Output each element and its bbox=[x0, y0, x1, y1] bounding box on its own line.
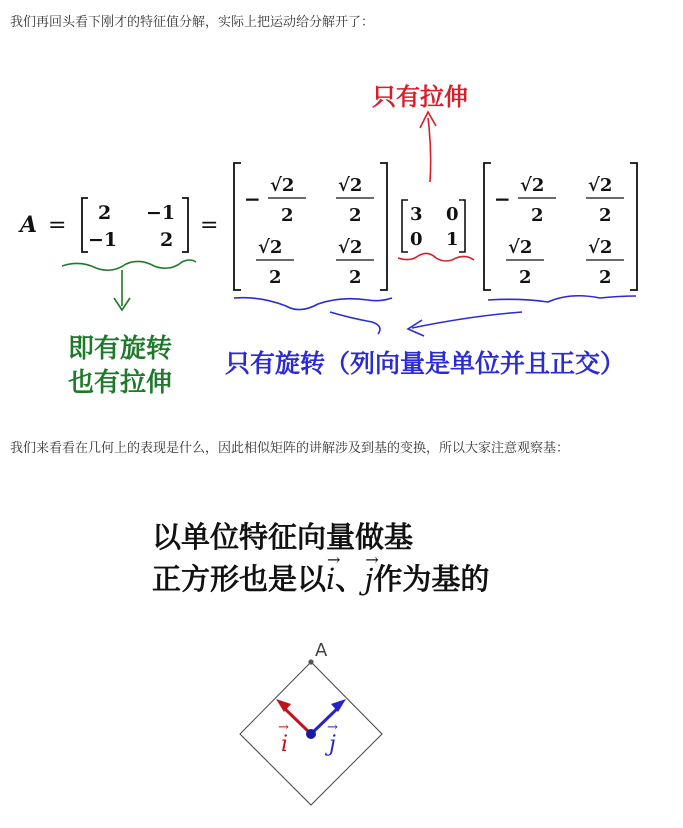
point-A-label: A bbox=[315, 640, 328, 661]
rotation-right-bracket-r bbox=[630, 163, 637, 290]
blue-arrow-head bbox=[408, 320, 424, 336]
figure2-title-line2 bbox=[152, 550, 490, 598]
sqrt2-numerator: √2 bbox=[508, 237, 533, 258]
vector-i-arrowhead bbox=[276, 699, 291, 712]
red-arrow-line bbox=[428, 118, 431, 182]
denominator-two: 2 bbox=[269, 267, 282, 288]
denominator-two: 2 bbox=[531, 205, 544, 226]
lambda-left-bracket bbox=[402, 200, 408, 252]
title-vec-j: → j bbox=[364, 550, 379, 596]
sqrt2-numerator: √2 bbox=[270, 175, 295, 196]
title-separator: 、 bbox=[335, 562, 365, 596]
basis-square-figure bbox=[0, 630, 683, 820]
title-line2-suffix: 作为基的 bbox=[373, 562, 490, 596]
rotation-left-cells bbox=[244, 175, 374, 288]
title-line2-prefix: 正方形也是以 bbox=[152, 562, 327, 596]
matrix-a-right-bracket bbox=[182, 198, 188, 252]
sqrt2-numerator: √2 bbox=[338, 237, 363, 258]
equals-sign-1: = bbox=[48, 213, 67, 238]
lambda-right-bracket bbox=[459, 200, 465, 252]
minus-sign: − bbox=[244, 187, 261, 211]
matrix-a-cell-10: −1 bbox=[88, 229, 118, 251]
lambda-cell-10: 0 bbox=[410, 229, 423, 250]
rotation-right-cells bbox=[494, 175, 624, 288]
rotate-and-stretch-label-1: 即有旋转 bbox=[68, 334, 173, 364]
matrix-a-cell-01: −1 bbox=[146, 202, 176, 224]
rotate-and-stretch-label-2: 也有拉伸 bbox=[68, 368, 173, 398]
rotation-left-bracket-l bbox=[234, 163, 241, 290]
vector-i-label: i bbox=[281, 732, 289, 757]
blue-arrow-line bbox=[412, 312, 522, 328]
point-A-dot bbox=[308, 659, 313, 664]
intro-paragraph: 我们再回头看下刚才的特征值分解，实际上把运动给分解开了： bbox=[10, 15, 375, 30]
denominator-two: 2 bbox=[281, 205, 294, 226]
matrix-a-cell-00: 2 bbox=[98, 202, 112, 224]
lambda-cell-11: 1 bbox=[446, 229, 459, 250]
stretch-only-label: 只有拉伸 bbox=[372, 82, 468, 111]
matrix-A-symbol: A bbox=[20, 212, 38, 238]
blue-underline-right bbox=[488, 296, 636, 302]
rotation-left-bracket-r bbox=[380, 163, 387, 290]
red-underline-squiggle bbox=[398, 253, 474, 261]
vector-j-label: j bbox=[329, 732, 336, 757]
rotate-only-label: 只有旋转（列向量是单位并且正交） bbox=[225, 349, 626, 378]
sqrt2-numerator: √2 bbox=[588, 175, 613, 196]
sqrt2-numerator: √2 bbox=[520, 175, 545, 196]
equals-sign-2: = bbox=[200, 213, 219, 238]
green-underline-squiggle bbox=[62, 260, 196, 270]
blue-underline-left bbox=[234, 298, 392, 310]
rotation-right-bracket-l bbox=[484, 163, 491, 290]
vector-j-arrowhead bbox=[331, 699, 346, 712]
sqrt2-numerator: √2 bbox=[338, 175, 363, 196]
denominator-two: 2 bbox=[599, 205, 612, 226]
sqrt2-numerator: √2 bbox=[258, 237, 283, 258]
denominator-two: 2 bbox=[349, 205, 362, 226]
vector-i-arrow-glyph: → bbox=[278, 720, 289, 735]
figure2-title-line1: 以单位特征向量做基 bbox=[152, 520, 414, 554]
denominator-two: 2 bbox=[349, 267, 362, 288]
denominator-two: 2 bbox=[519, 267, 532, 288]
blue-curl-arrow bbox=[330, 312, 380, 334]
sqrt2-numerator: √2 bbox=[588, 237, 613, 258]
title-vec-i: → i bbox=[326, 550, 341, 596]
lambda-cell-01: 0 bbox=[446, 204, 459, 225]
minus-sign: − bbox=[494, 187, 511, 211]
lambda-cell-00: 3 bbox=[410, 204, 423, 225]
vector-j-arrow-glyph: → bbox=[327, 720, 338, 735]
matrix-a-cell-11: 2 bbox=[160, 229, 174, 251]
geometry-paragraph: 我们来看看在几何上的表现是什么，因此相似矩阵的讲解涉及到基的变换，所以大家注意观察基： bbox=[10, 441, 570, 456]
origin-dot bbox=[306, 729, 316, 739]
denominator-two: 2 bbox=[599, 267, 612, 288]
